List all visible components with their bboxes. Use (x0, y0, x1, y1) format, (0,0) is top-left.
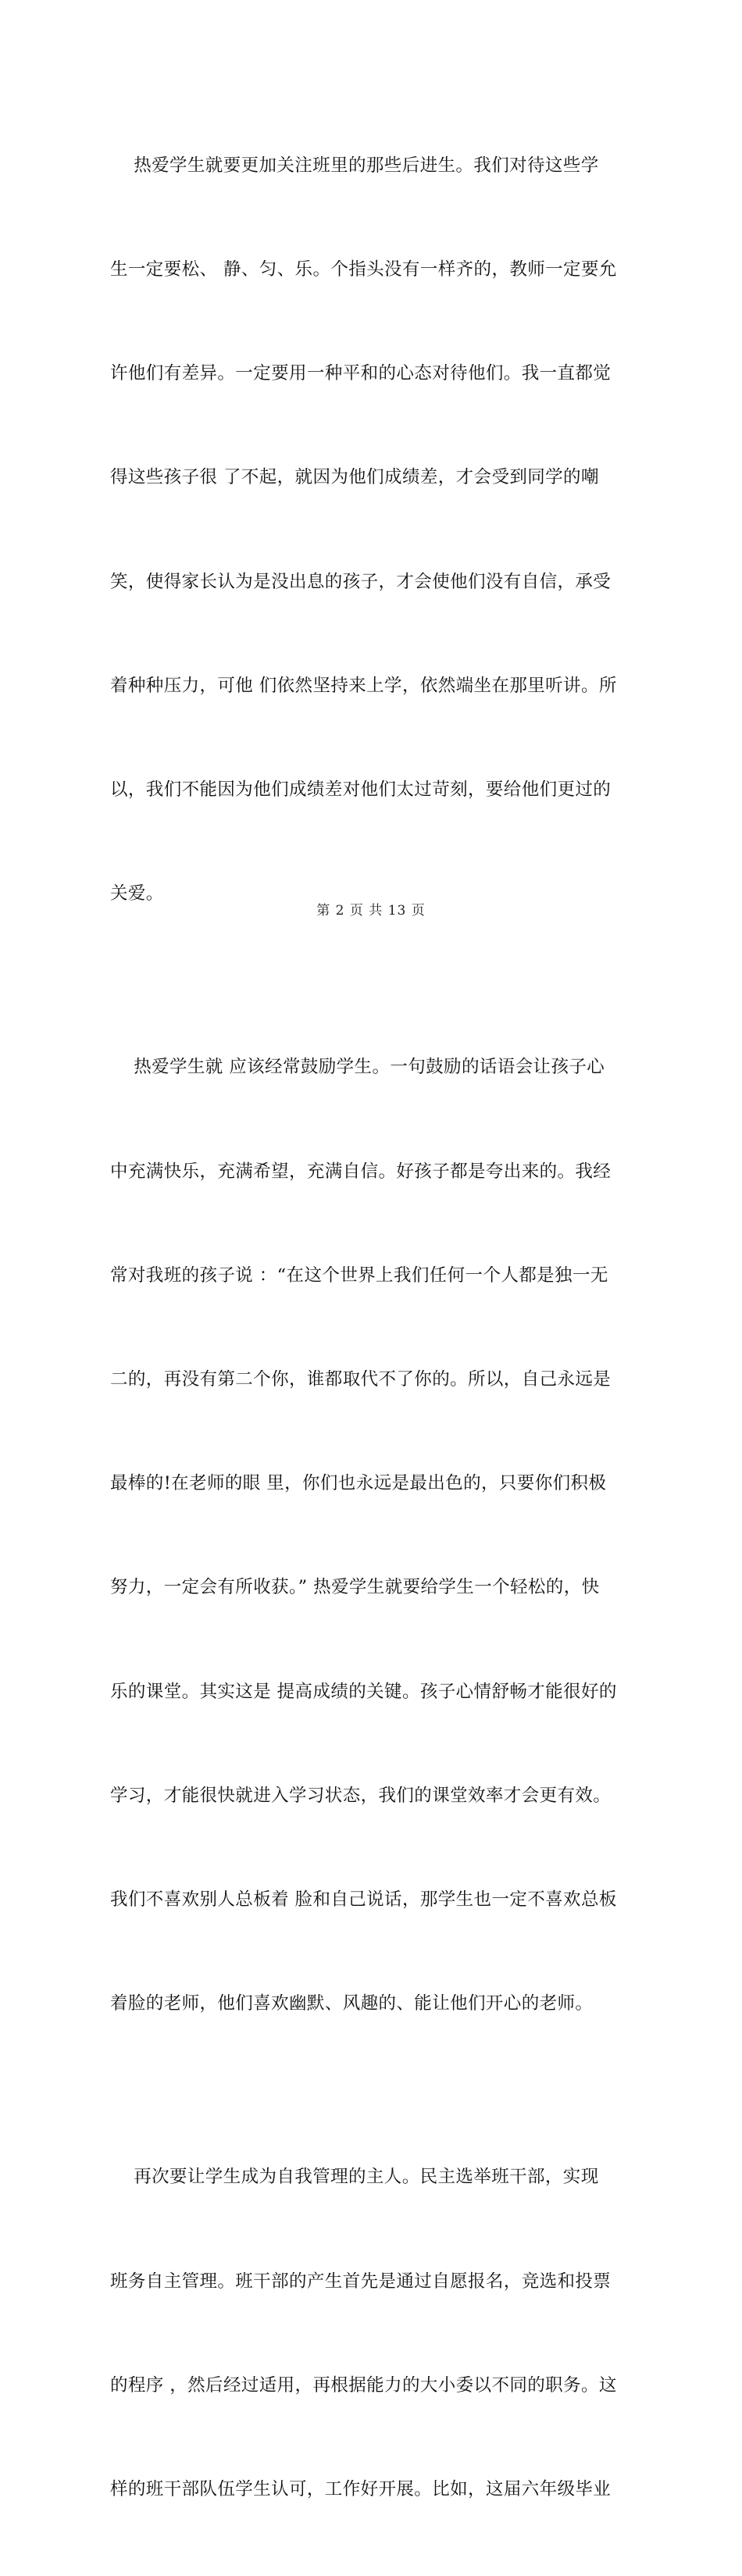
paragraph-2 (110, 981, 633, 2091)
paragraph-line: 得这些孩子很 了不起，就因为他们成绩差，才会受到同学的嘲 (110, 467, 599, 488)
paragraph-line: 许他们有差异。一定要用一种平和的心态对待他们。我一直都觉 (110, 363, 612, 384)
paragraph-line: 努力，一定会有所收获。” 热爱学生就要给学生一个轻松的，快 (110, 1577, 600, 1598)
paragraph-line: 着种种压力，可他 们依然坚持来上学，依然端坐在那里听讲。所 (110, 675, 617, 696)
paragraph-line: 中充满快乐，充满希望，充满自信。好孩子都是夸出来的。我经 (110, 1161, 612, 1182)
paragraph-line: 热爱学生就 应该经常鼓励学生。一句鼓励的话语会让孩子心 (110, 1057, 605, 1078)
paragraph-1 (110, 79, 633, 981)
paragraph-line: 样的班干部队伍学生认可，工作好开展。比如，这届六年级毕业 (110, 2479, 612, 2500)
page-number-footer: 第 2 页 共 13 页 (316, 903, 426, 919)
paragraph-3 (110, 2091, 633, 2576)
paragraph-line: 最棒的!在老师的眼 里，你们也永远是最出色的，只要你们积极 (110, 1473, 607, 1494)
paragraph-line: 再次要让学生成为自我管理的主人。民主选举班干部，实现 (110, 2167, 599, 2188)
paragraph-line: 二的，再没有第二个你，谁都取代不了你的。所以，自己永远是 (110, 1369, 612, 1390)
paragraph-line: 关爱。 (110, 883, 164, 904)
paragraph-line: 乐的课堂。其实这是 提高成绩的关键。孩子心情舒畅才能很好的 (110, 1681, 617, 1702)
paragraph-line: 热爱学生就要更加关注班里的那些后进生。我们对待这些学 (110, 155, 599, 176)
paragraph-line: 的程序 ，然后经过适用，再根据能力的大小委以不同的职务。这 (110, 2374, 617, 2396)
paragraph-line: 着脸的老师，他们喜欢幽默、风趣的、能让他们开心的老师。 (110, 1993, 594, 2014)
paragraph-line: 常对我班的孩子说 ：“在这个世界上我们任何一个人都是独一无 (110, 1265, 608, 1286)
paragraph-line: 我们不喜欢别人总板着 脸和自己说话，那学生也一定不喜欢总板 (110, 1889, 617, 1911)
document-body (110, 79, 633, 2576)
paragraph-line: 生一定要松、 静、匀、乐。个指头没有一样齐的，教师一定要允 (110, 259, 617, 280)
paragraph-line: 班务自主管理。班干部的产生首先是通过自愿报名，竞选和投票 (110, 2271, 612, 2292)
paragraph-line: 笑，使得家长认为是没出息的孩子，才会使他们没有自信，承受 (110, 571, 612, 592)
paragraph-line: 学习，才能很快就进入学习状态，我们的课堂效率才会更有效。 (110, 1785, 612, 1806)
paragraph-line: 以，我们不能因为他们成绩差对他们太过苛刻，要给他们更过的 (110, 780, 612, 801)
